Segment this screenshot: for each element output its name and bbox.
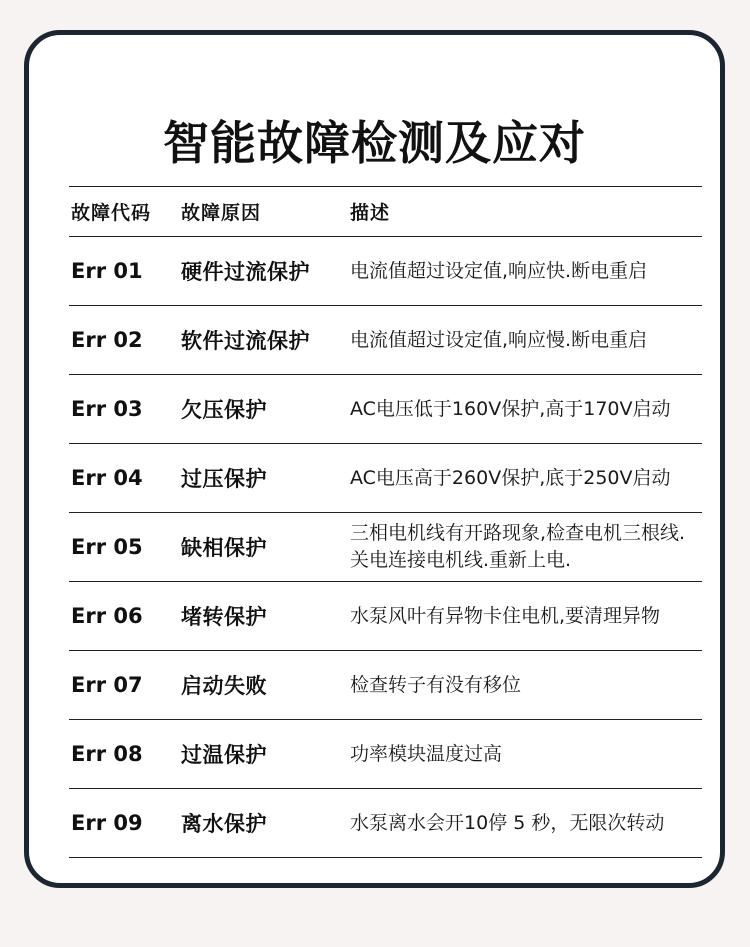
fault-code: Err 01 <box>71 259 143 283</box>
fault-code: Err 02 <box>71 328 143 352</box>
table-header <box>69 187 702 236</box>
fault-desc: AC电压低于160V保护,高于170V启动 <box>350 397 671 420</box>
table-row <box>69 306 702 374</box>
header-desc: 描述 <box>350 202 391 224</box>
fault-desc: 电流值超过设定值,响应快.断电重启 <box>350 259 648 282</box>
fault-code: Err 03 <box>71 397 143 421</box>
fault-code: Err 06 <box>71 604 143 628</box>
fault-code: Err 09 <box>71 811 143 835</box>
fault-desc: 三相电机线有开路现象,检查电机三根线.关电连接电机线.重新上电. <box>350 522 686 571</box>
fault-cause: 缺相保护 <box>181 536 267 560</box>
fault-cause: 堵转保护 <box>181 605 267 629</box>
table-row <box>69 513 702 581</box>
page-title: 智能故障检测及应对 <box>163 116 586 170</box>
fault-table <box>69 186 702 858</box>
header-code: 故障代码 <box>71 202 152 224</box>
table-row <box>69 237 702 305</box>
fault-cause: 过压保护 <box>181 467 267 491</box>
fault-code: Err 08 <box>71 742 143 766</box>
table-row <box>69 651 702 719</box>
fault-cause: 软件过流保护 <box>181 329 310 353</box>
fault-desc: AC电压高于260V保护,底于250V启动 <box>350 466 671 489</box>
fault-cause: 硬件过流保护 <box>181 260 310 284</box>
fault-desc: 电流值超过设定值,响应慢.断电重启 <box>350 328 648 351</box>
fault-code: Err 05 <box>71 535 143 559</box>
fault-desc: 功率模块温度过高 <box>350 742 503 765</box>
table-bottom-rule <box>69 857 702 858</box>
fault-desc: 检查转子有没有移位 <box>350 673 522 696</box>
table-row <box>69 720 702 788</box>
table-row <box>69 582 702 650</box>
fault-code: Err 04 <box>71 466 143 490</box>
table-row <box>69 789 702 857</box>
fault-desc: 水泵离水会开10停 5 秒，无限次转动 <box>350 811 665 834</box>
fault-card <box>24 30 725 888</box>
fault-cause: 离水保护 <box>181 812 267 836</box>
fault-cause: 过温保护 <box>181 743 267 767</box>
fault-code: Err 07 <box>71 673 143 697</box>
table-row <box>69 444 702 512</box>
header-cause: 故障原因 <box>181 202 262 224</box>
fault-cause: 欠压保护 <box>181 398 267 422</box>
table-row <box>69 375 702 443</box>
fault-cause: 启动失败 <box>181 674 267 698</box>
fault-desc: 水泵风叶有异物卡住电机,要清理异物 <box>350 604 661 627</box>
